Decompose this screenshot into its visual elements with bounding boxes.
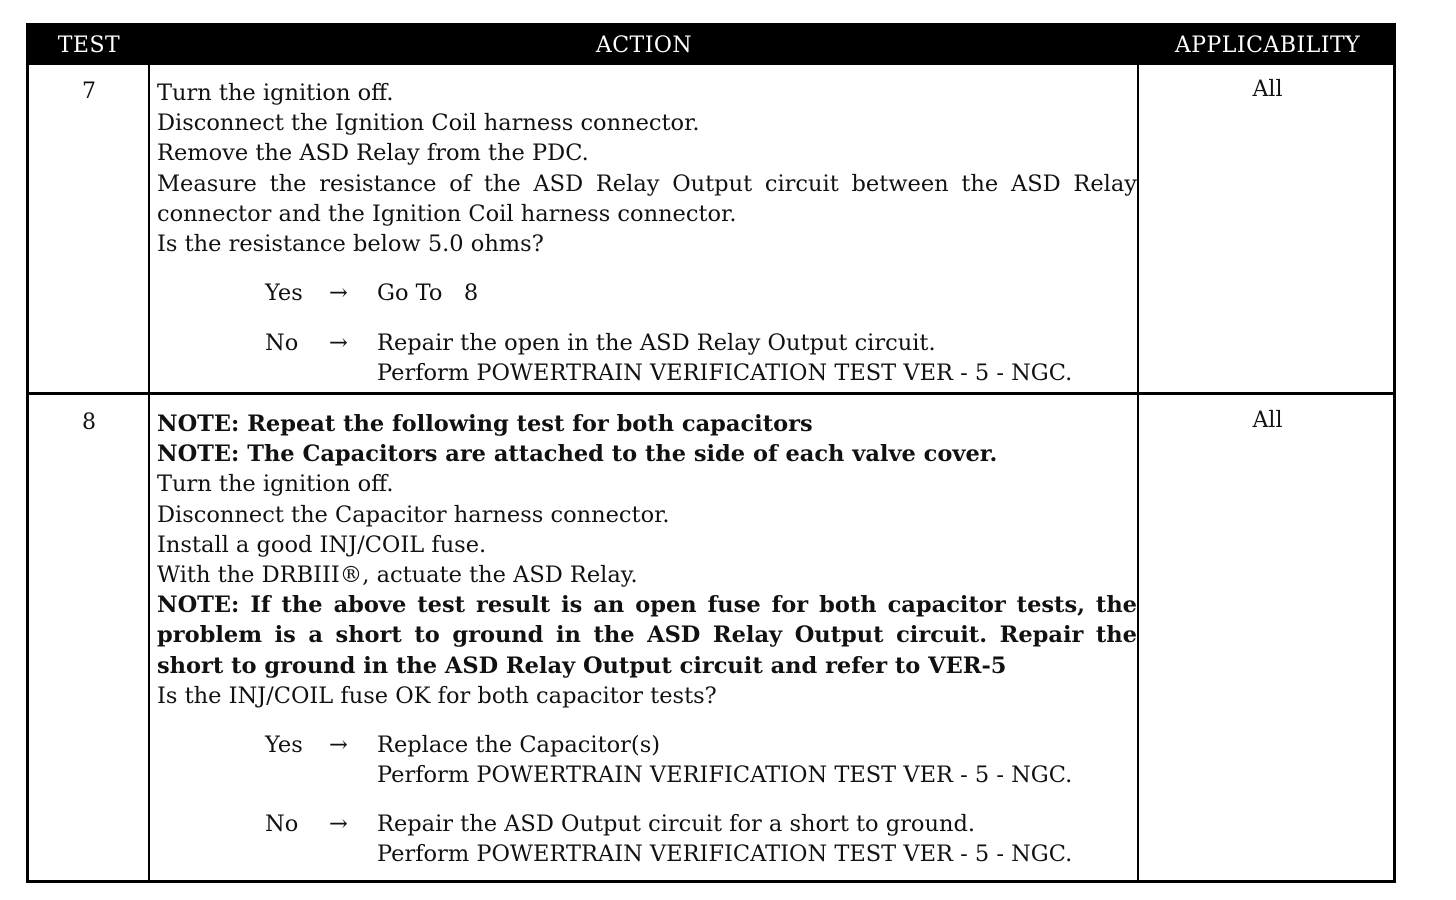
applicability-7: All: [1252, 77, 1283, 102]
action-line: Disconnect the Capacitor harness connector.: [157, 501, 670, 528]
action-line: Turn the ignition off.: [157, 471, 394, 498]
action-line: Turn the ignition off.: [157, 80, 394, 106]
action-cell-8: [157, 409, 1137, 869]
no-branch-7: [157, 328, 1137, 388]
no-branch-8: [157, 809, 1137, 869]
no-result: Repair the open in the ASD Relay Output circuit.: [377, 330, 936, 357]
no-result-verification: Perform POWERTRAIN VERIFICATION TEST VER - 5 - NGC.: [377, 841, 1073, 868]
table-header: [29, 26, 1393, 65]
action-line: Install a good INJ/COIL fuse.: [157, 531, 487, 558]
arrow-icon: →: [329, 811, 348, 838]
diagnostic-table: [26, 23, 1396, 883]
yes-result: Replace the Capacitor(s): [377, 732, 661, 759]
header-action: ACTION: [595, 33, 693, 58]
yes-branch-8: [157, 730, 1137, 790]
action-line: Is the INJ/COIL fuse OK for both capacitor tests?: [157, 682, 717, 709]
note-line: short to ground in the ASD Relay Output circuit and refer to VER-5: [157, 652, 1007, 679]
applicability-8: All: [1252, 408, 1283, 433]
arrow-icon: →: [329, 330, 348, 357]
no-label: No: [265, 811, 299, 838]
action-line: Measure the resistance of the ASD Relay Output circuit between the ASD Relay: [157, 170, 1137, 197]
action-line: Is the resistance below 5.0 ohms?: [157, 231, 544, 258]
action-line: Disconnect the Ignition Coil harness connector.: [157, 110, 700, 137]
action-cell-7: [157, 78, 1137, 388]
yes-result-verification: Perform POWERTRAIN VERIFICATION TEST VER - 5 - NGC.: [377, 762, 1073, 789]
no-result: Repair the ASD Output circuit for a short to ground.: [377, 811, 975, 838]
column-divider-action: [1137, 65, 1139, 880]
yes-label: Yes: [265, 280, 303, 307]
note-line: problem is a short to ground in the ASD Relay Output circuit. Repair the: [157, 622, 1137, 649]
column-divider-test: [148, 65, 150, 880]
row-divider: [29, 392, 1393, 395]
arrow-icon: →: [329, 280, 348, 307]
test-number-8: 8: [82, 410, 96, 435]
action-line: connector and the Ignition Coil harness connector.: [157, 200, 737, 227]
note-line: NOTE: Repeat the following test for both capacitors: [157, 411, 813, 437]
yes-branch-7: [157, 278, 1137, 308]
test-number-7: 7: [82, 79, 96, 104]
header-applicability: APPLICABILITY: [1174, 33, 1361, 58]
no-label: No: [265, 330, 299, 357]
action-line: With the DRBIII®, actuate the ASD Relay.: [157, 562, 638, 589]
action-line: Remove the ASD Relay from the PDC.: [157, 140, 589, 167]
arrow-icon: →: [329, 732, 348, 759]
yes-result: Go To 8: [377, 280, 479, 307]
note-line: NOTE: If the above test result is an open fuse for both capacitor tests, the: [157, 592, 1137, 619]
no-result-verification: Perform POWERTRAIN VERIFICATION TEST VER - 5 - NGC.: [377, 360, 1073, 387]
yes-label: Yes: [265, 732, 303, 759]
header-test: TEST: [57, 33, 121, 58]
note-line: NOTE: The Capacitors are attached to the side of each valve cover.: [157, 441, 998, 468]
